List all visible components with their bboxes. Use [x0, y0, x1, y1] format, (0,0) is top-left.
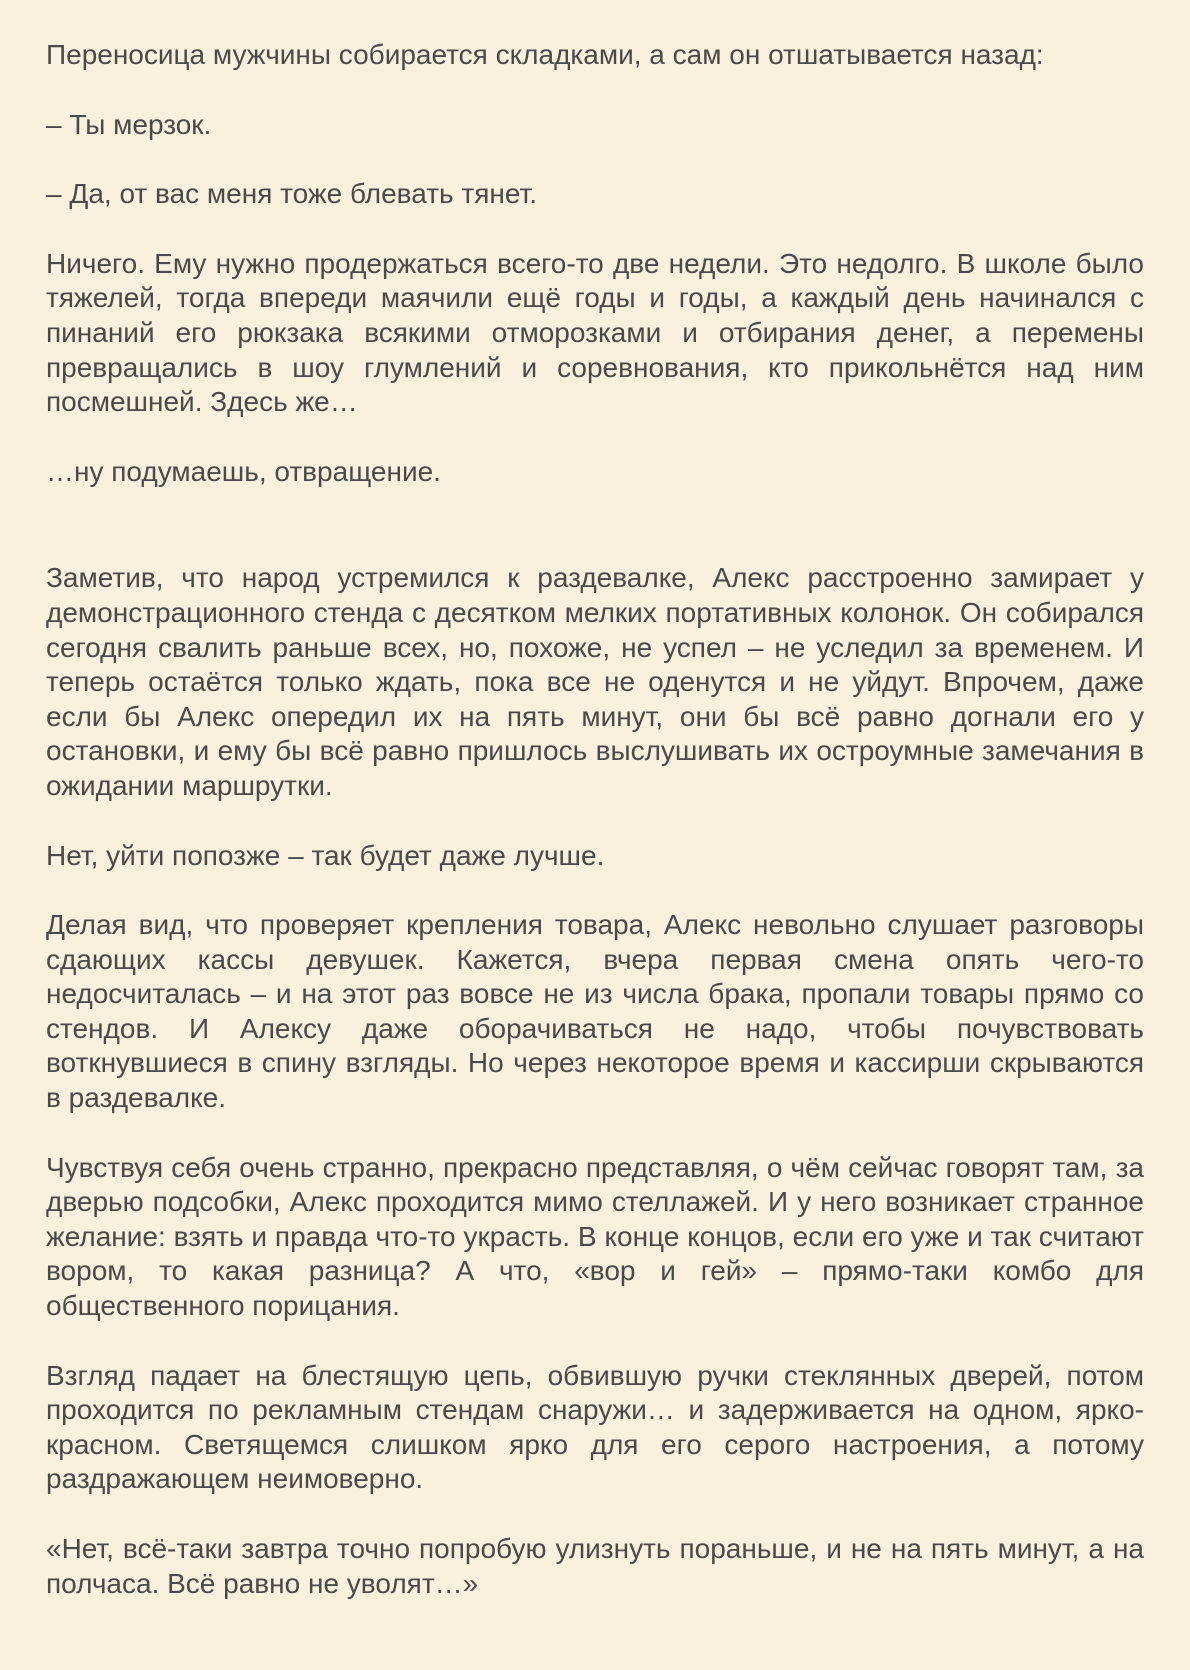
paragraph-2: – Ты мерзок.	[46, 108, 212, 140]
paragraph-7: Нет, уйти попозже – так будет даже лучше.	[46, 839, 605, 871]
paragraph-8: Делая вид, что проверяет крепления товара, Алекс невольно слушает разговоры сдающих кассы девушек. Кажется, вчера первая смена опять чего-то недосчиталась – и на этот раз вовсе не из числа брака, пропали товары прямо со стендов. И Алексу даже оборачиваться не надо, чтобы почувствовать воткнувшиеся в спину взгляды. Но через некоторое время и кассирши скрываются в раздевалке.	[46, 909, 1144, 1114]
paragraph-10: Взгляд падает на блестящую цепь, обвившую ручки стеклянных дверей, потом проходится по рекламным стендам снаружи… и задерживается на одном, ярко-красном. Светящемся слишком ярко для его серого настроения, а потому раздражающем неимоверно.	[46, 1359, 1144, 1495]
paragraph-1: Переносица мужчины собирается складками, а сам он отшатывается назад:	[46, 39, 1044, 70]
paragraph-11: «Нет, всё-таки завтра точно попробую улизнуть пораньше, и не на пять минут, а на полчаса. Всё равно не уволят…»	[46, 1533, 1144, 1599]
paragraph-4: Ничего. Ему нужно продержаться всего-то две недели. Это недолго. В школе было тяжелей, тогда впереди маячили ещё годы и годы, а каждый день начинался с пинаний его рюкзака всякими отморозками и отбирания денег, а перемены превращались в шоу глумлений и соревнования, кто прикольнётся над ним посмешней. Здесь же…	[46, 247, 1144, 418]
paragraph-3: – Да, от вас меня тоже блевать тянет.	[46, 178, 537, 210]
paragraph-5: …ну подумаешь, отвращение.	[46, 455, 441, 487]
paragraph-9: Чувствуя себя очень странно, прекрасно представляя, о чём сейчас говорят там, за дверью подсобки, Алекс проходится мимо стеллажей. И у него возникает странное желание: взять и правда что-то украсть. В конце концов, если его уже и так считают вором, то какая разница? А что, «вор и гей» – прямо-таки комбо для общественного порицания.	[46, 1151, 1144, 1322]
paragraph-6: Заметив, что народ устремился к раздевалке, Алекс расстроенно замирает у демонстрационного стенда с десятком мелких портативных колонок. Он собирался сегодня свалить раньше всех, но, похоже, не успел – не уследил за временем. И теперь остаётся только ждать, пока все не оденутся и не уйдут. Впрочем, даже если бы Алекс опередил их на пять минут, они бы всё равно догнали его у остановки, и ему бы всё равно пришлось выслушивать их остроумные замечания в ожидании маршрутки.	[46, 562, 1144, 801]
